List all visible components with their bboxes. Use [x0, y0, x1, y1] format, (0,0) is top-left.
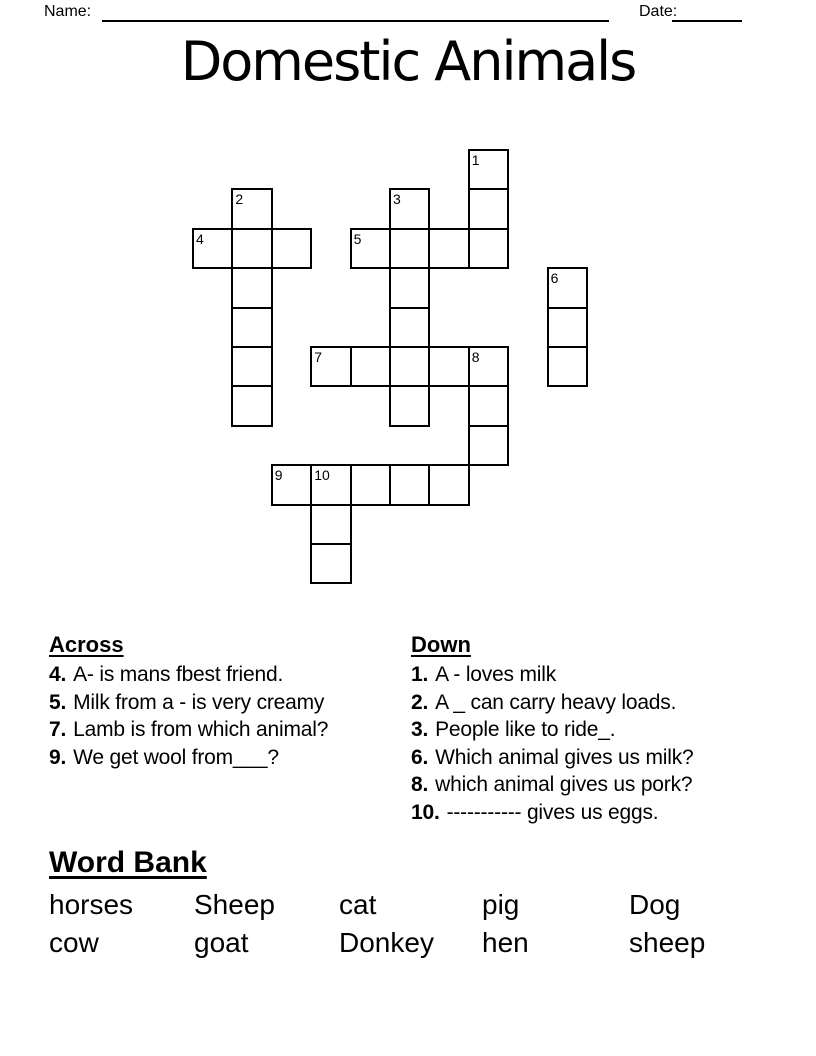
- clue-item: [49, 744, 407, 772]
- word-bank-item: Dog: [629, 889, 681, 920]
- clue-item-number: 8.: [411, 773, 429, 797]
- down-clues: [411, 630, 806, 827]
- grid-cell[interactable]: [389, 228, 430, 269]
- clue-item: [411, 716, 806, 744]
- clue-item-text: which animal gives us pork?: [435, 773, 693, 797]
- grid-cell[interactable]: [231, 228, 272, 269]
- clue-item-text: A - loves milk: [435, 663, 557, 686]
- down-clues-list: [411, 661, 806, 827]
- grid-cell[interactable]: [428, 346, 469, 387]
- clue-item-text: A- is mans fbest friend.: [73, 663, 284, 686]
- grid-cell[interactable]: [389, 346, 430, 387]
- grid-cell[interactable]: [468, 228, 509, 269]
- clue-item-number: 5.: [49, 690, 67, 714]
- clue-number: 7: [314, 349, 322, 365]
- word-bank-item: horses: [49, 889, 134, 920]
- grid-cell[interactable]: [231, 307, 272, 348]
- clue-item: [411, 661, 806, 689]
- clue-item-text: Milk from a - is very creamy: [73, 690, 325, 714]
- clue-item-text: A _ can carry heavy loads.: [435, 690, 677, 714]
- clue-item-text: People like to ride_.: [435, 718, 616, 742]
- clue-item-number: 3.: [411, 718, 429, 742]
- word-bank-heading: Word Bank: [49, 846, 207, 879]
- word-bank-item: cat: [339, 889, 377, 920]
- clue-number: 10: [314, 467, 330, 484]
- grid-cell[interactable]: [350, 464, 391, 505]
- grid-cell[interactable]: [428, 228, 469, 269]
- grid-cell[interactable]: [310, 504, 351, 545]
- across-clues-list: [49, 661, 407, 771]
- page-title: Domestic Animals: [180, 30, 636, 93]
- grid-cell[interactable]: [231, 385, 272, 426]
- clue-item-text: We get wool from___?: [73, 745, 279, 769]
- grid-cell[interactable]: [389, 307, 430, 348]
- clue-number: 9: [274, 467, 283, 484]
- clue-item: [411, 799, 806, 827]
- grid-cell[interactable]: [310, 464, 351, 505]
- date-label: Date:: [639, 3, 678, 20]
- across-heading: Across: [49, 632, 124, 657]
- grid-cell[interactable]: [547, 307, 588, 348]
- grid-cell[interactable]: [389, 385, 430, 426]
- clue-item-number: 1.: [411, 663, 429, 686]
- clue-item-number: 4.: [49, 663, 67, 686]
- word-bank-item: hen: [482, 927, 529, 958]
- clue-number: 8: [471, 349, 480, 365]
- clue-item: [49, 661, 407, 689]
- clue-item: [49, 716, 407, 744]
- word-bank-item: pig: [482, 889, 520, 920]
- down-heading: Down: [411, 632, 471, 657]
- grid-cell[interactable]: [468, 188, 509, 229]
- clue-item-text: ----------- gives us eggs.: [446, 800, 659, 824]
- word-bank-item: sheep: [629, 927, 706, 958]
- grid-cell[interactable]: [350, 346, 391, 387]
- grid-cell[interactable]: [468, 385, 509, 426]
- clue-item-number: 2.: [411, 690, 429, 714]
- grid-cell[interactable]: [428, 464, 469, 505]
- grid-cell[interactable]: [547, 267, 588, 308]
- clue-item-text: Which animal gives us milk?: [435, 745, 694, 769]
- clue-number: 3: [393, 191, 401, 208]
- clue-item: [411, 744, 806, 772]
- clue-number: 1: [471, 152, 480, 168]
- grid-cell[interactable]: [192, 228, 233, 269]
- grid-cell[interactable]: [350, 228, 391, 269]
- grid-cell[interactable]: [310, 543, 351, 584]
- word-bank-item: goat: [194, 927, 249, 958]
- word-bank-item: cow: [49, 927, 99, 958]
- clue-item-number: 6.: [411, 745, 429, 769]
- grid-cell[interactable]: [231, 267, 272, 308]
- grid-cell[interactable]: [231, 188, 272, 229]
- grid-cell[interactable]: [271, 464, 312, 505]
- grid-cell[interactable]: [389, 464, 430, 505]
- word-bank: [49, 845, 776, 962]
- grid-cell[interactable]: [310, 346, 351, 387]
- clue-number: 6: [550, 270, 559, 287]
- grid-cell[interactable]: [468, 149, 509, 190]
- word-bank-item: Donkey: [339, 927, 434, 958]
- grid-cell[interactable]: [389, 267, 430, 308]
- clue-number: 4: [196, 230, 204, 247]
- grid-cell[interactable]: [468, 425, 509, 466]
- grid-cell[interactable]: [468, 346, 509, 387]
- grid-cell[interactable]: [271, 228, 312, 269]
- clue-item-number: 7.: [49, 718, 67, 742]
- clue-item: [49, 689, 407, 717]
- clue-item-number: 10.: [411, 800, 440, 824]
- clue-number: 2: [235, 191, 244, 208]
- grid-cell[interactable]: [231, 346, 272, 387]
- name-label: Name:: [44, 3, 92, 20]
- clue-item-text: Lamb is from which animal?: [73, 718, 329, 742]
- clue-number: 5: [353, 230, 362, 247]
- word-bank-words: [49, 886, 776, 962]
- clue-item-number: 9.: [49, 745, 67, 769]
- word-bank-item: Sheep: [194, 889, 275, 920]
- clue-item: [411, 771, 806, 799]
- grid-cell[interactable]: [389, 188, 430, 229]
- clue-item: [411, 689, 806, 717]
- grid-cell[interactable]: [547, 346, 588, 387]
- across-clues: [49, 630, 407, 771]
